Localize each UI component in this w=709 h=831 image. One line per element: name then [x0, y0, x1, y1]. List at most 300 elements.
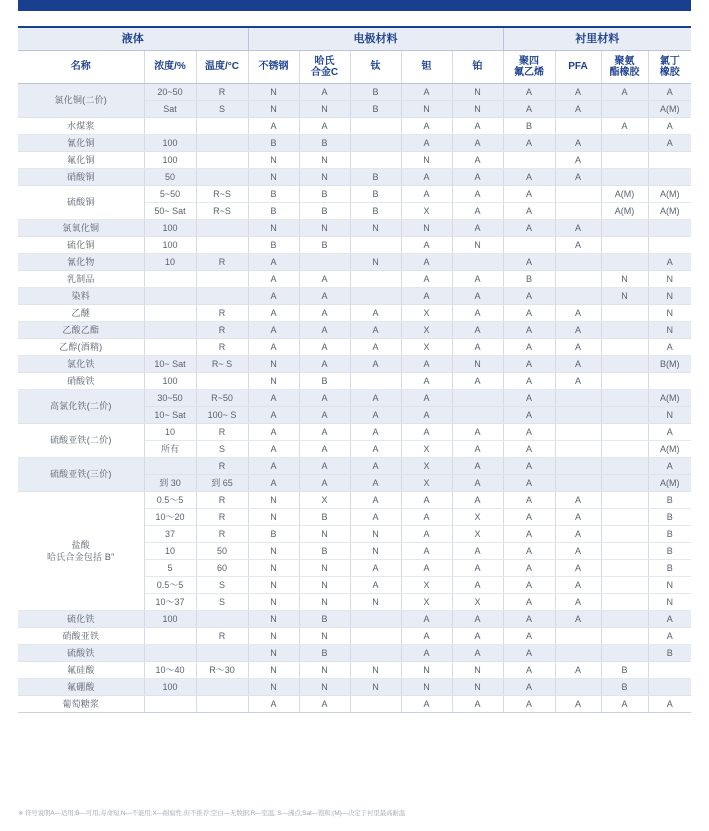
cell-stainless-steel: N [248, 84, 299, 101]
cell-stainless-steel: N [248, 628, 299, 645]
cell-stainless-steel: N [248, 679, 299, 696]
cell-hastelloy-c: A [299, 441, 350, 458]
cell-concentration: 到 30 [144, 475, 196, 492]
cell-concentration: 0.5～5 [144, 492, 196, 509]
cell-pfa [555, 645, 601, 662]
cell-ptfe: A [503, 84, 555, 101]
cell-polyurethane-rubber [601, 305, 648, 322]
table-row [18, 186, 691, 203]
cell-tantalum: A [401, 611, 452, 628]
cell-ptfe: A [503, 424, 555, 441]
cell-liquid-name [18, 305, 144, 322]
cell-concentration: 10 [144, 424, 196, 441]
cell-tantalum: A [401, 492, 452, 509]
cell-titanium: A [350, 458, 401, 475]
cell-neoprene-rubber: A(M) [648, 475, 691, 492]
cell-ptfe: A [503, 696, 555, 713]
table-row [18, 305, 691, 322]
cell-liquid-name [18, 339, 144, 356]
cell-concentration: 所有 [144, 441, 196, 458]
cell-platinum: N [452, 679, 503, 696]
cell-temperature: R [196, 458, 248, 475]
cell-tantalum: A [401, 356, 452, 373]
cell-titanium: A [350, 475, 401, 492]
cell-ptfe: A [503, 101, 555, 118]
cell-polyurethane-rubber [601, 237, 648, 254]
cell-concentration: 5~50 [144, 186, 196, 203]
cell-tantalum: A [401, 407, 452, 424]
cell-liquid-name [18, 135, 144, 152]
cell-pfa: A [555, 594, 601, 611]
cell-temperature: R [196, 492, 248, 509]
cell-neoprene-rubber: N [648, 322, 691, 339]
cell-ptfe: A [503, 628, 555, 645]
cell-titanium: A [350, 560, 401, 577]
cell-polyurethane-rubber [601, 526, 648, 543]
cell-tantalum: X [401, 441, 452, 458]
cell-neoprene-rubber: B(M) [648, 356, 691, 373]
cell-polyurethane-rubber [601, 135, 648, 152]
cell-hastelloy-c: A [299, 458, 350, 475]
cell-temperature: 60 [196, 560, 248, 577]
liquid-name-line: 氯化铁 [66, 358, 95, 369]
cell-titanium: N [350, 526, 401, 543]
cell-platinum: A [452, 560, 503, 577]
cell-hastelloy-c: B [299, 203, 350, 220]
liquid-name-line: 盐酸 [71, 539, 90, 550]
cell-platinum: X [452, 526, 503, 543]
cell-stainless-steel: N [248, 509, 299, 526]
cell-neoprene-rubber: A(M) [648, 390, 691, 407]
cell-pfa [555, 288, 601, 305]
cell-platinum: A [452, 322, 503, 339]
cell-titanium: A [350, 339, 401, 356]
cell-polyurethane-rubber: A(M) [601, 186, 648, 203]
cell-titanium: A [350, 424, 401, 441]
cell-pfa: A [555, 84, 601, 101]
col-header-stainless-steel: 不锈钢 [248, 51, 299, 84]
cell-tantalum: A [401, 628, 452, 645]
cell-concentration: 10~ Sat [144, 407, 196, 424]
cell-tantalum: A [401, 645, 452, 662]
cell-concentration: 50 [144, 169, 196, 186]
cell-neoprene-rubber: A [648, 611, 691, 628]
cell-hastelloy-c: A [299, 356, 350, 373]
cell-pfa: A [555, 373, 601, 390]
cell-pfa: A [555, 696, 601, 713]
cell-titanium [350, 611, 401, 628]
liquid-name-line: 硝酸铜 [66, 171, 95, 182]
cell-tantalum: N [401, 152, 452, 169]
liquid-name-line: 氟化铜 [66, 154, 95, 165]
cell-polyurethane-rubber [601, 458, 648, 475]
group-header-row [18, 27, 691, 51]
cell-concentration: 10～40 [144, 662, 196, 679]
cell-platinum: N [452, 237, 503, 254]
cell-temperature: R [196, 254, 248, 271]
cell-neoprene-rubber [648, 220, 691, 237]
cell-titanium: A [350, 390, 401, 407]
cell-platinum: N [452, 662, 503, 679]
cell-titanium: B [350, 101, 401, 118]
cell-pfa: A [555, 322, 601, 339]
cell-titanium: B [350, 169, 401, 186]
cell-stainless-steel: N [248, 220, 299, 237]
table-row [18, 169, 691, 186]
liquid-name-line: 乙醚 [71, 307, 90, 318]
cell-concentration: Sat [144, 101, 196, 118]
table-row [18, 645, 691, 662]
table-row [18, 696, 691, 713]
cell-platinum: A [452, 458, 503, 475]
cell-stainless-steel: N [248, 560, 299, 577]
liquid-name-line: 氯化铜(二价) [54, 95, 107, 106]
cell-ptfe: A [503, 135, 555, 152]
cell-stainless-steel: A [248, 458, 299, 475]
cell-stainless-steel: N [248, 152, 299, 169]
table-row [18, 322, 691, 339]
cell-stainless-steel: B [248, 237, 299, 254]
cell-neoprene-rubber: N [648, 594, 691, 611]
cell-neoprene-rubber: A [648, 424, 691, 441]
cell-pfa [555, 458, 601, 475]
cell-temperature: R [196, 84, 248, 101]
cell-stainless-steel: A [248, 305, 299, 322]
cell-temperature [196, 271, 248, 288]
cell-hastelloy-c: N [299, 594, 350, 611]
cell-concentration: 10~ Sat [144, 356, 196, 373]
cell-stainless-steel: N [248, 543, 299, 560]
cell-pfa [555, 390, 601, 407]
cell-hastelloy-c: A [299, 288, 350, 305]
cell-neoprene-rubber: A [648, 339, 691, 356]
cell-neoprene-rubber: A [648, 254, 691, 271]
col-header-hastelloy-c-line2: 合金C [310, 67, 339, 78]
liquid-name-line: 硝酸铁 [66, 375, 95, 386]
cell-polyurethane-rubber: A(M) [601, 203, 648, 220]
liquid-name-line: 硫酸亚铁(三价) [49, 469, 112, 480]
cell-stainless-steel: N [248, 373, 299, 390]
cell-platinum: A [452, 203, 503, 220]
cell-hastelloy-c: B [299, 543, 350, 560]
cell-pfa [555, 407, 601, 424]
col-header-temperature: 温度/°C [196, 51, 248, 84]
cell-liquid-name [18, 390, 144, 424]
cell-platinum: A [452, 169, 503, 186]
liquid-name-line: 水煤浆 [66, 120, 95, 131]
cell-polyurethane-rubber [601, 492, 648, 509]
cell-titanium: N [350, 594, 401, 611]
cell-hastelloy-c: N [299, 560, 350, 577]
cell-neoprene-rubber: B [648, 645, 691, 662]
cell-ptfe: A [503, 662, 555, 679]
cell-pfa: A [555, 543, 601, 560]
cell-platinum: A [452, 186, 503, 203]
cell-tantalum: X [401, 594, 452, 611]
cell-platinum: X [452, 509, 503, 526]
cell-titanium: A [350, 441, 401, 458]
cell-neoprene-rubber [648, 237, 691, 254]
table-header [18, 27, 691, 84]
cell-liquid-name [18, 152, 144, 169]
cell-platinum: A [452, 475, 503, 492]
cell-stainless-steel: N [248, 577, 299, 594]
cell-platinum: A [452, 424, 503, 441]
cell-stainless-steel: N [248, 594, 299, 611]
cell-tantalum: X [401, 475, 452, 492]
cell-concentration: 100 [144, 152, 196, 169]
cell-neoprene-rubber: N [648, 288, 691, 305]
cell-neoprene-rubber: A [648, 118, 691, 135]
table-row [18, 339, 691, 356]
cell-ptfe: A [503, 373, 555, 390]
cell-platinum: A [452, 305, 503, 322]
cell-hastelloy-c: N [299, 152, 350, 169]
liquid-name-line: 乙酸乙酯 [62, 324, 100, 335]
cell-hastelloy-c [299, 254, 350, 271]
cell-platinum: X [452, 594, 503, 611]
legend-footnote: ※ 符号说明A—适用;B—可用,寿命短;N—不能用;X—耐腐性,但不推荐;空白—无数据;R—室温; S—沸点;Sat—饱和;(M)—决定于衬里最高耐温 [18, 810, 406, 817]
cell-polyurethane-rubber [601, 475, 648, 492]
column-header-row [18, 51, 691, 84]
cell-neoprene-rubber: N [648, 407, 691, 424]
cell-hastelloy-c: B [299, 135, 350, 152]
cell-neoprene-rubber: A [648, 628, 691, 645]
cell-titanium: N [350, 543, 401, 560]
cell-hastelloy-c: N [299, 220, 350, 237]
col-header-hastelloy-c-line1: 哈氏 [314, 55, 335, 67]
cell-concentration [144, 696, 196, 713]
cell-concentration: 100 [144, 220, 196, 237]
cell-concentration: 37 [144, 526, 196, 543]
cell-polyurethane-rubber: A [601, 696, 648, 713]
cell-platinum: A [452, 152, 503, 169]
cell-tantalum: A [401, 373, 452, 390]
cell-pfa [555, 118, 601, 135]
cell-stainless-steel: A [248, 390, 299, 407]
table-row [18, 84, 691, 101]
col-header-titanium: 钛 [350, 51, 401, 84]
liquid-name-line: 葡萄糖浆 [62, 698, 100, 709]
cell-hastelloy-c: A [299, 475, 350, 492]
cell-platinum: A [452, 696, 503, 713]
cell-neoprene-rubber: N [648, 305, 691, 322]
col-header-polyurethane-rubber-line1: 聚氨 [614, 55, 635, 67]
cell-polyurethane-rubber [601, 611, 648, 628]
col-header-tantalum: 钽 [401, 51, 452, 84]
cell-platinum: A [452, 543, 503, 560]
col-header-polyurethane-rubber-line2: 酯橡胶 [609, 67, 640, 78]
cell-titanium: N [350, 254, 401, 271]
col-header-neoprene-rubber [648, 51, 691, 84]
cell-neoprene-rubber: B [648, 509, 691, 526]
cell-tantalum: A [401, 237, 452, 254]
cell-ptfe [503, 237, 555, 254]
cell-liquid-name [18, 84, 144, 118]
liquid-name-line: 硫化铜 [66, 239, 95, 250]
cell-tantalum: A [401, 254, 452, 271]
cell-pfa [555, 424, 601, 441]
cell-temperature: R~ S [196, 356, 248, 373]
cell-titanium: B [350, 203, 401, 220]
cell-liquid-name [18, 373, 144, 390]
cell-ptfe: A [503, 543, 555, 560]
cell-hastelloy-c: A [299, 271, 350, 288]
cell-temperature: R~S [196, 203, 248, 220]
cell-stainless-steel: N [248, 645, 299, 662]
table-row [18, 118, 691, 135]
col-header-name: 名称 [18, 51, 144, 84]
cell-liquid-name [18, 169, 144, 186]
cell-hastelloy-c: B [299, 645, 350, 662]
cell-pfa [555, 475, 601, 492]
cell-hastelloy-c: N [299, 577, 350, 594]
cell-polyurethane-rubber [601, 254, 648, 271]
cell-liquid-name [18, 696, 144, 713]
cell-tantalum: A [401, 135, 452, 152]
cell-ptfe: A [503, 407, 555, 424]
material-compatibility-table [18, 26, 691, 713]
cell-neoprene-rubber: B [648, 526, 691, 543]
cell-tantalum: A [401, 186, 452, 203]
cell-temperature: 到 65 [196, 475, 248, 492]
cell-stainless-steel: B [248, 135, 299, 152]
cell-ptfe: A [503, 679, 555, 696]
cell-titanium: A [350, 322, 401, 339]
table-row [18, 220, 691, 237]
table-row [18, 237, 691, 254]
liquid-name-line: 硝酸亚铁 [62, 630, 100, 641]
cell-tantalum: X [401, 577, 452, 594]
cell-liquid-name [18, 424, 144, 458]
cell-neoprene-rubber: A(M) [648, 186, 691, 203]
cell-neoprene-rubber: A [648, 696, 691, 713]
cell-platinum [452, 390, 503, 407]
col-header-pfa: PFA [555, 51, 601, 84]
liquid-name-line: 硫酸铁 [66, 647, 95, 658]
col-header-concentration: 浓度/% [144, 51, 196, 84]
col-header-hastelloy-c [299, 51, 350, 84]
liquid-name-line: 氰化铜 [66, 137, 95, 148]
cell-tantalum: A [401, 696, 452, 713]
cell-ptfe: A [503, 645, 555, 662]
cell-ptfe: A [503, 203, 555, 220]
liquid-name-line: 乳制品 [66, 273, 95, 284]
cell-stainless-steel: A [248, 441, 299, 458]
cell-titanium: A [350, 356, 401, 373]
liquid-name-line: 氰化物 [66, 256, 95, 267]
cell-ptfe: A [503, 594, 555, 611]
cell-neoprene-rubber: N [648, 271, 691, 288]
cell-neoprene-rubber: B [648, 560, 691, 577]
group-header-lining-material: 衬里材料 [503, 27, 691, 51]
cell-stainless-steel: A [248, 118, 299, 135]
cell-polyurethane-rubber [601, 407, 648, 424]
cell-liquid-name [18, 645, 144, 662]
col-header-neoprene-rubber-line2: 橡胶 [659, 67, 680, 78]
cell-pfa: A [555, 237, 601, 254]
cell-stainless-steel: N [248, 169, 299, 186]
cell-tantalum: N [401, 679, 452, 696]
cell-hastelloy-c: B [299, 611, 350, 628]
liquid-name-line: 硫酸亚铁(二价) [49, 435, 112, 446]
cell-concentration: 0.5～5 [144, 577, 196, 594]
cell-polyurethane-rubber [601, 509, 648, 526]
cell-temperature [196, 152, 248, 169]
cell-temperature: 100~ S [196, 407, 248, 424]
cell-neoprene-rubber: A(M) [648, 101, 691, 118]
cell-titanium [350, 645, 401, 662]
cell-concentration: 100 [144, 679, 196, 696]
cell-temperature [196, 373, 248, 390]
cell-pfa [555, 186, 601, 203]
cell-tantalum: A [401, 526, 452, 543]
cell-hastelloy-c: B [299, 373, 350, 390]
cell-concentration: 10～37 [144, 594, 196, 611]
cell-ptfe: A [503, 254, 555, 271]
cell-liquid-name [18, 254, 144, 271]
cell-ptfe: A [503, 322, 555, 339]
liquid-name-line: 氯氧化铜 [62, 222, 100, 233]
cell-hastelloy-c: B [299, 237, 350, 254]
table-row [18, 492, 691, 509]
cell-polyurethane-rubber: A [601, 84, 648, 101]
cell-concentration [144, 118, 196, 135]
cell-tantalum: A [401, 169, 452, 186]
cell-neoprene-rubber: A [648, 458, 691, 475]
cell-ptfe: A [503, 577, 555, 594]
cell-titanium: B [350, 84, 401, 101]
cell-liquid-name [18, 662, 144, 679]
col-header-ptfe-line1: 聚四 [519, 55, 539, 67]
cell-neoprene-rubber [648, 679, 691, 696]
cell-tantalum: A [401, 509, 452, 526]
cell-stainless-steel: A [248, 271, 299, 288]
cell-hastelloy-c: A [299, 322, 350, 339]
cell-liquid-name [18, 492, 144, 611]
cell-ptfe: B [503, 118, 555, 135]
cell-titanium: B [350, 186, 401, 203]
cell-polyurethane-rubber: B [601, 662, 648, 679]
cell-tantalum: A [401, 118, 452, 135]
cell-polyurethane-rubber [601, 543, 648, 560]
cell-ptfe: A [503, 288, 555, 305]
cell-platinum [452, 407, 503, 424]
cell-tantalum: X [401, 322, 452, 339]
cell-ptfe: A [503, 509, 555, 526]
cell-titanium [350, 135, 401, 152]
cell-ptfe: A [503, 492, 555, 509]
cell-polyurethane-rubber [601, 645, 648, 662]
cell-neoprene-rubber: A [648, 135, 691, 152]
table-row [18, 424, 691, 441]
cell-stainless-steel: N [248, 611, 299, 628]
cell-neoprene-rubber [648, 169, 691, 186]
cell-temperature: R～30 [196, 662, 248, 679]
cell-ptfe: A [503, 526, 555, 543]
liquid-name-line: 乙醇(酒精) [59, 341, 103, 352]
cell-neoprene-rubber: B [648, 492, 691, 509]
cell-platinum: N [452, 101, 503, 118]
cell-hastelloy-c: A [299, 339, 350, 356]
table-body [18, 84, 691, 713]
cell-titanium: A [350, 407, 401, 424]
cell-temperature [196, 118, 248, 135]
cell-ptfe: A [503, 475, 555, 492]
cell-liquid-name [18, 458, 144, 492]
cell-pfa: A [555, 611, 601, 628]
cell-concentration [144, 288, 196, 305]
